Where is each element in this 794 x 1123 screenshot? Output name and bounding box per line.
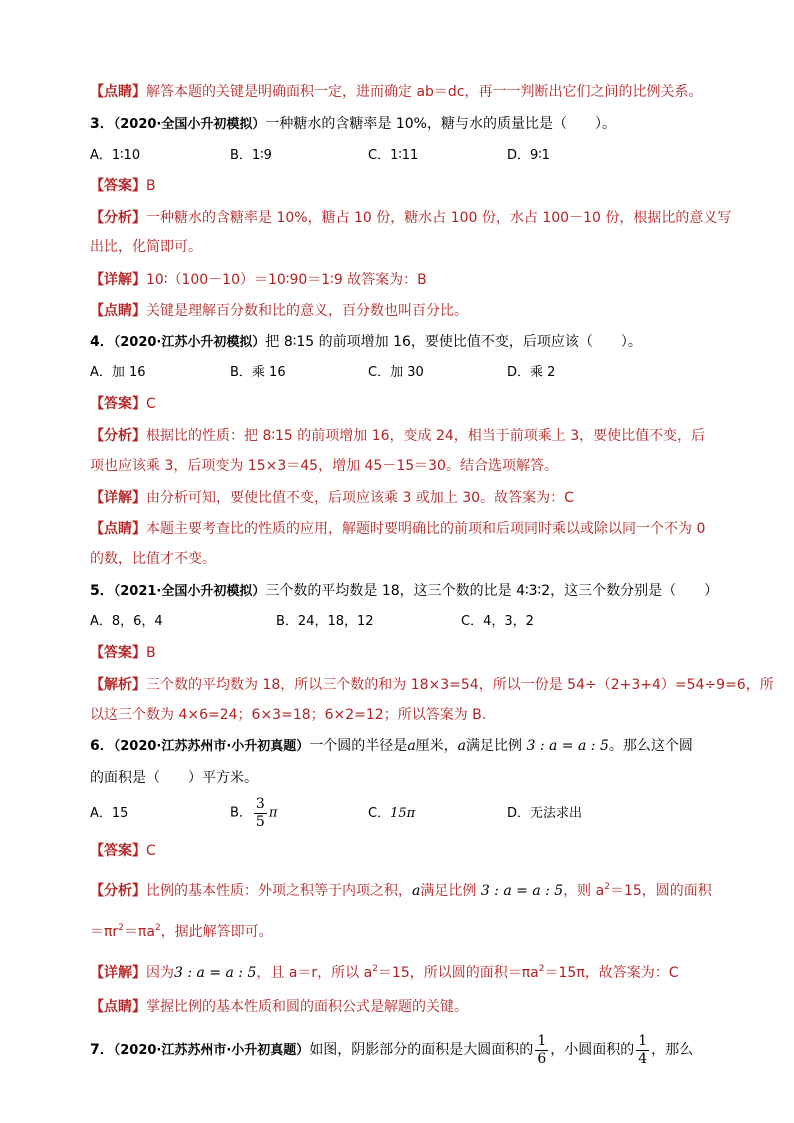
q6-stem-line2: 的面积是（ ）平方米。 [90,770,258,786]
q3-option-a: A．1∶10 [90,148,141,163]
q6-analysis-line1: 【分析】比例的基本性质：外项之积等于内项之积，a满足比例 3 : a = a : 5，则 $a^2=15$，圆的面积 [90,882,712,899]
q5-jiexi-line1: 【解析】三个数的平均数为 18，所以三个数的和为 18×3=54，所以一份是 54÷（2+3+4）=54÷9=6，所 [90,677,774,693]
q4-dianjing-line2: 的数，比值才不变。 [90,551,216,567]
q2-dianjing: 【点睛】解答本题的关键是明确面积一定，进而确定 ab＝dc，再一一判断出它们之间的比例关系。 [90,84,703,100]
q4-analysis-line1: 【分析】根据比的性质：把 8∶15 的前项增加 16，变成 24，相当于前项乘上 3，要使比值不变，后 [90,428,706,444]
q4-option-a: A．加 16 [90,365,146,380]
q4-stem: 4．（2020·江苏小升初模拟）把 8∶15 的前项增加 16，要使比值不变，后项应该（ ）。 [90,334,642,350]
q6-option-c: C．15π [368,806,416,821]
q4-detail: 【详解】由分析可知，要使比值不变，后项应该乘 3 或加上 30。故答案为：C [90,490,574,506]
q6-option-b-fraction: $\frac{3}{5}$ [255,796,265,830]
q6-detail: 【详解】因为3 : a = a : 5，且 a＝r，所以 $a^2=15$，所以圆的面积$=\pi a^2=15\pi$，故答案为：C [90,964,679,981]
q3-answer: 【答案】B [90,178,156,194]
q5-jiexi-line2: 以这三个数为 4×6=24；6×3=18；6×2=12；所以答案为 B. [90,707,487,723]
q6-dianjing: 【点睛】掌握比例的基本性质和圆的面积公式是解题的关键。 [90,999,468,1015]
q6-option-d: D．无法求出 [507,806,583,821]
q6-analysis-line2: $=\pi r^2=\pi a^2$，据此解答即可。 [90,923,273,940]
q7-fraction-one-quarter: $\frac{1}{4}$ [638,1032,648,1067]
q3-analysis-line2: 出比，化简即可。 [90,239,202,255]
q6-option-a: A．15 [90,806,129,821]
q5-option-b: B．24，18，12 [276,614,374,629]
q4-option-b: B．乘 16 [230,365,286,380]
q4-option-c: C．加 30 [368,365,424,380]
q4-option-d: D．乘 2 [507,365,556,380]
q3-analysis-line1: 【分析】一种糖水的含糖率是 10%，糖占 10 份，糖水占 100 份，水占 100－10 份，根据比的意义写 [90,210,732,226]
q6-answer: 【答案】C [90,843,156,859]
q5-answer: 【答案】B [90,645,156,661]
q3-stem: 3．（2020·全国小升初模拟）一种糖水的含糖率是 10%，糖与水的质量比是（ ）。 [90,116,616,132]
q6-option-b: B． $\frac{3}{5}$ π [230,796,278,830]
q4-answer: 【答案】C [90,396,156,412]
q7-stem: 7．（2020·江苏苏州市·小升初真题）如图，阴影部分的面积是大圆面积的 $\frac{1}{6}$ ，小圆面积的 $\frac{1}{4}$ ，那么 [90,1032,694,1067]
q4-dianjing-line1: 【点睛】本题主要考查比的性质的应用，解题时要明确比的前项和后项同时乘以或除以同一个不为 0 [90,521,706,537]
q3-dianjing: 【点睛】关键是理解百分数和比的意义，百分数也叫百分比。 [90,303,468,319]
q3-option-c: C．1∶11 [368,148,419,163]
q3-option-d: D．9∶1 [507,148,550,163]
q5-stem: 5．（2021·全国小升初模拟）三个数的平均数是 18，这三个数的比是 4∶3∶2，这三个数分别是（ ） [90,583,719,599]
q6-stem-line1: 6．（2020·江苏苏州市·小升初真题）一个圆的半径是a厘米，a满足比例 3 : a = a : 5。那么这个圆 [90,738,693,754]
q3-detail: 【详解】10∶（100－10）＝10∶90＝1∶9 故答案为：B [90,272,427,288]
q5-option-c: C．4，3，2 [461,614,534,629]
q4-analysis-line2: 项也应该乘 3，后项变为 15×3＝45，增加 45－15＝30。结合选项解答。 [90,458,558,474]
q3-option-b: B．1∶9 [230,148,272,163]
q7-fraction-one-sixth: $\frac{1}{6}$ [537,1032,547,1067]
q5-option-a: A．8，6，4 [90,614,163,629]
